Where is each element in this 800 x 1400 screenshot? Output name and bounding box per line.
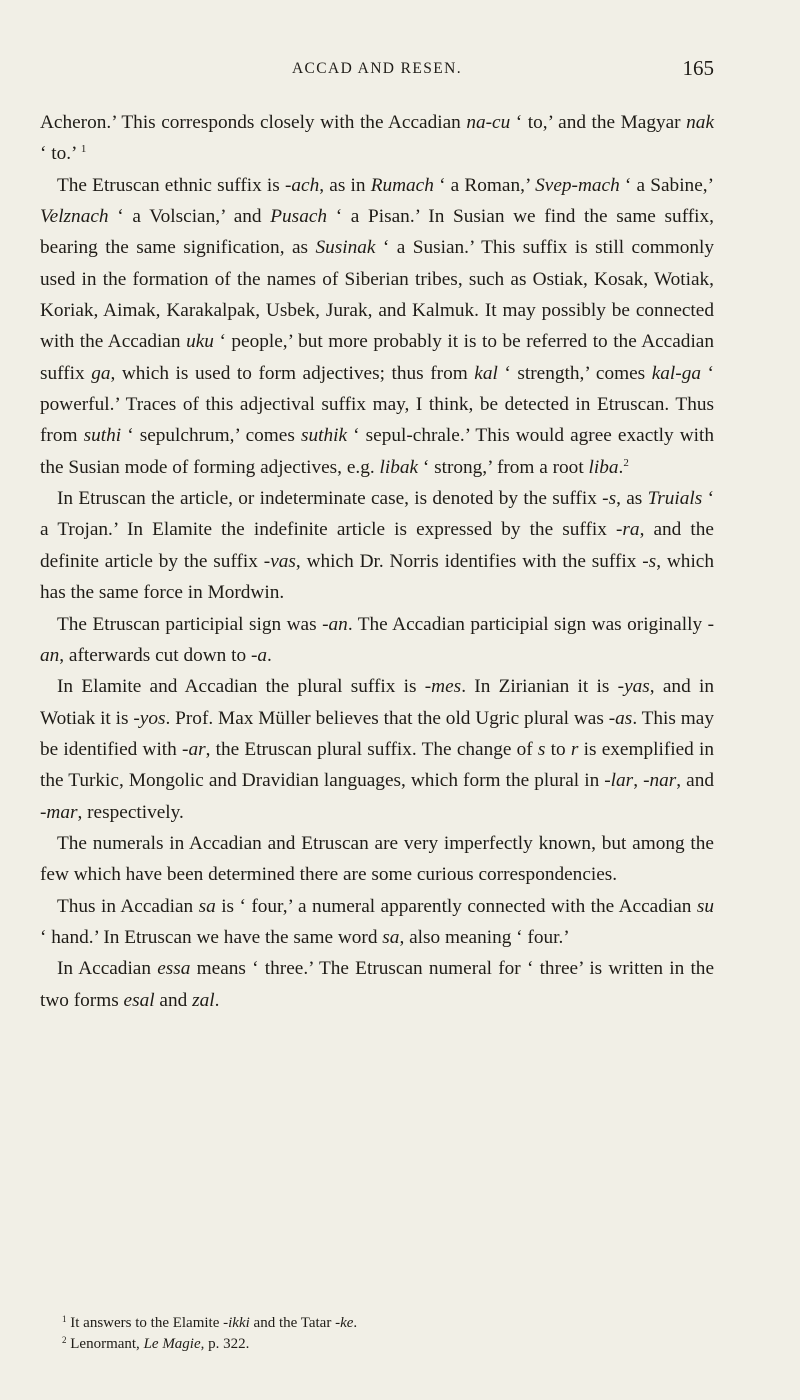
footnote-ref: 2: [623, 456, 629, 469]
paragraph: Acheron.’ This corresponds closely with the Accadian na-cu ‘ to,’ and the Magyar nak ‘ to.’ $^1$: [40, 112, 714, 165]
paragraph: In Accadian essa means ‘ three.’ The Etruscan numeral for ‘ three’ is written in the two forms esal and zal.: [40, 958, 714, 1011]
paragraph: In Etruscan the article, or indeterminate case, is denoted by the suffix -s, as Truials ‘ a Trojan.’ In Elamite the indefinite article is expressed by the suffix -ra, and the definite article by the suffix -vas, which Dr. Norris identifies with the suffix -s, which has the same force in Mordwin.: [40, 488, 714, 604]
body-text: [40, 107, 714, 1016]
footnote: $^2$ Lenormant, Le Magie, p. 322.: [62, 1335, 250, 1352]
paragraph: The Etruscan participial sign was -an. The Accadian participial sign was originally -an, afterwards cut down to -a.: [40, 613, 714, 666]
paragraph: The numerals in Accadian and Etruscan are very imperfectly known, but among the few which have been determined there are some curious correspondencies.: [40, 832, 714, 886]
running-head: [40, 56, 714, 90]
paragraph: In Elamite and Accadian the plural suffix is -mes. In Zirianian it is -yas, and in Wotiak it is -yos. Prof. Max Müller believes that the old Ugric plural was -as. This may be identified with -ar, the Etruscan plural suffix. The change of s to r is exemplified in the Turkic, Mongolic and Dravidian languages, which form the plural in -lar, -nar, and -mar, respectively.: [40, 676, 715, 823]
running-head-title: ACCAD AND RESEN.: [291, 60, 463, 77]
footnote-ref: 1: [80, 143, 87, 156]
footnotes: [40, 1313, 714, 1355]
page-number: 165: [682, 56, 714, 80]
paragraph: The Etruscan ethnic suffix is -ach, as in Rumach ‘ a Roman,’ Svep-mach ‘ a Sabine,’ Velznach ‘ a Volscian,’ and Pusach ‘ a Pisan.’ In Susian we find the same suffix, bearing the same signification, as Susinak ‘ a Susian.’ This suffix is still commonly used in the formation of the names of Siberian tribes, such as Ostiak, Kosak, Wotiak, Koriak, Aimak, Karakalpak, Usbek, Jurak, and Kalmuk. It may possibly be connected with the Accadian uku ‘ people,’ but more probably it is to be referred to the Accadian suffix ga, which is used to form adjectives; thus from kal ‘ strength,’ comes kal-ga ‘ powerful.’ Traces of this adjectival suffix may, I think, be detected in Etruscan. Thus from suthi ‘ sepulchrum,’ comes suthik ‘ sepul-chrale.’ This would agree exactly with the Susian mode of forming adjectives, e.g. libak ‘ strong,’ from a root liba.$^2$: [40, 174, 715, 478]
paragraph: Thus in Accadian sa is ‘ four,’ a numeral apparently connected with the Accadian su ‘ hand.’ In Etruscan we have the same word sa, also meaning ‘ four.’: [40, 895, 714, 948]
footnote: $^1$ It answers to the Elamite -ikki and the Tatar -ke.: [62, 1314, 358, 1331]
